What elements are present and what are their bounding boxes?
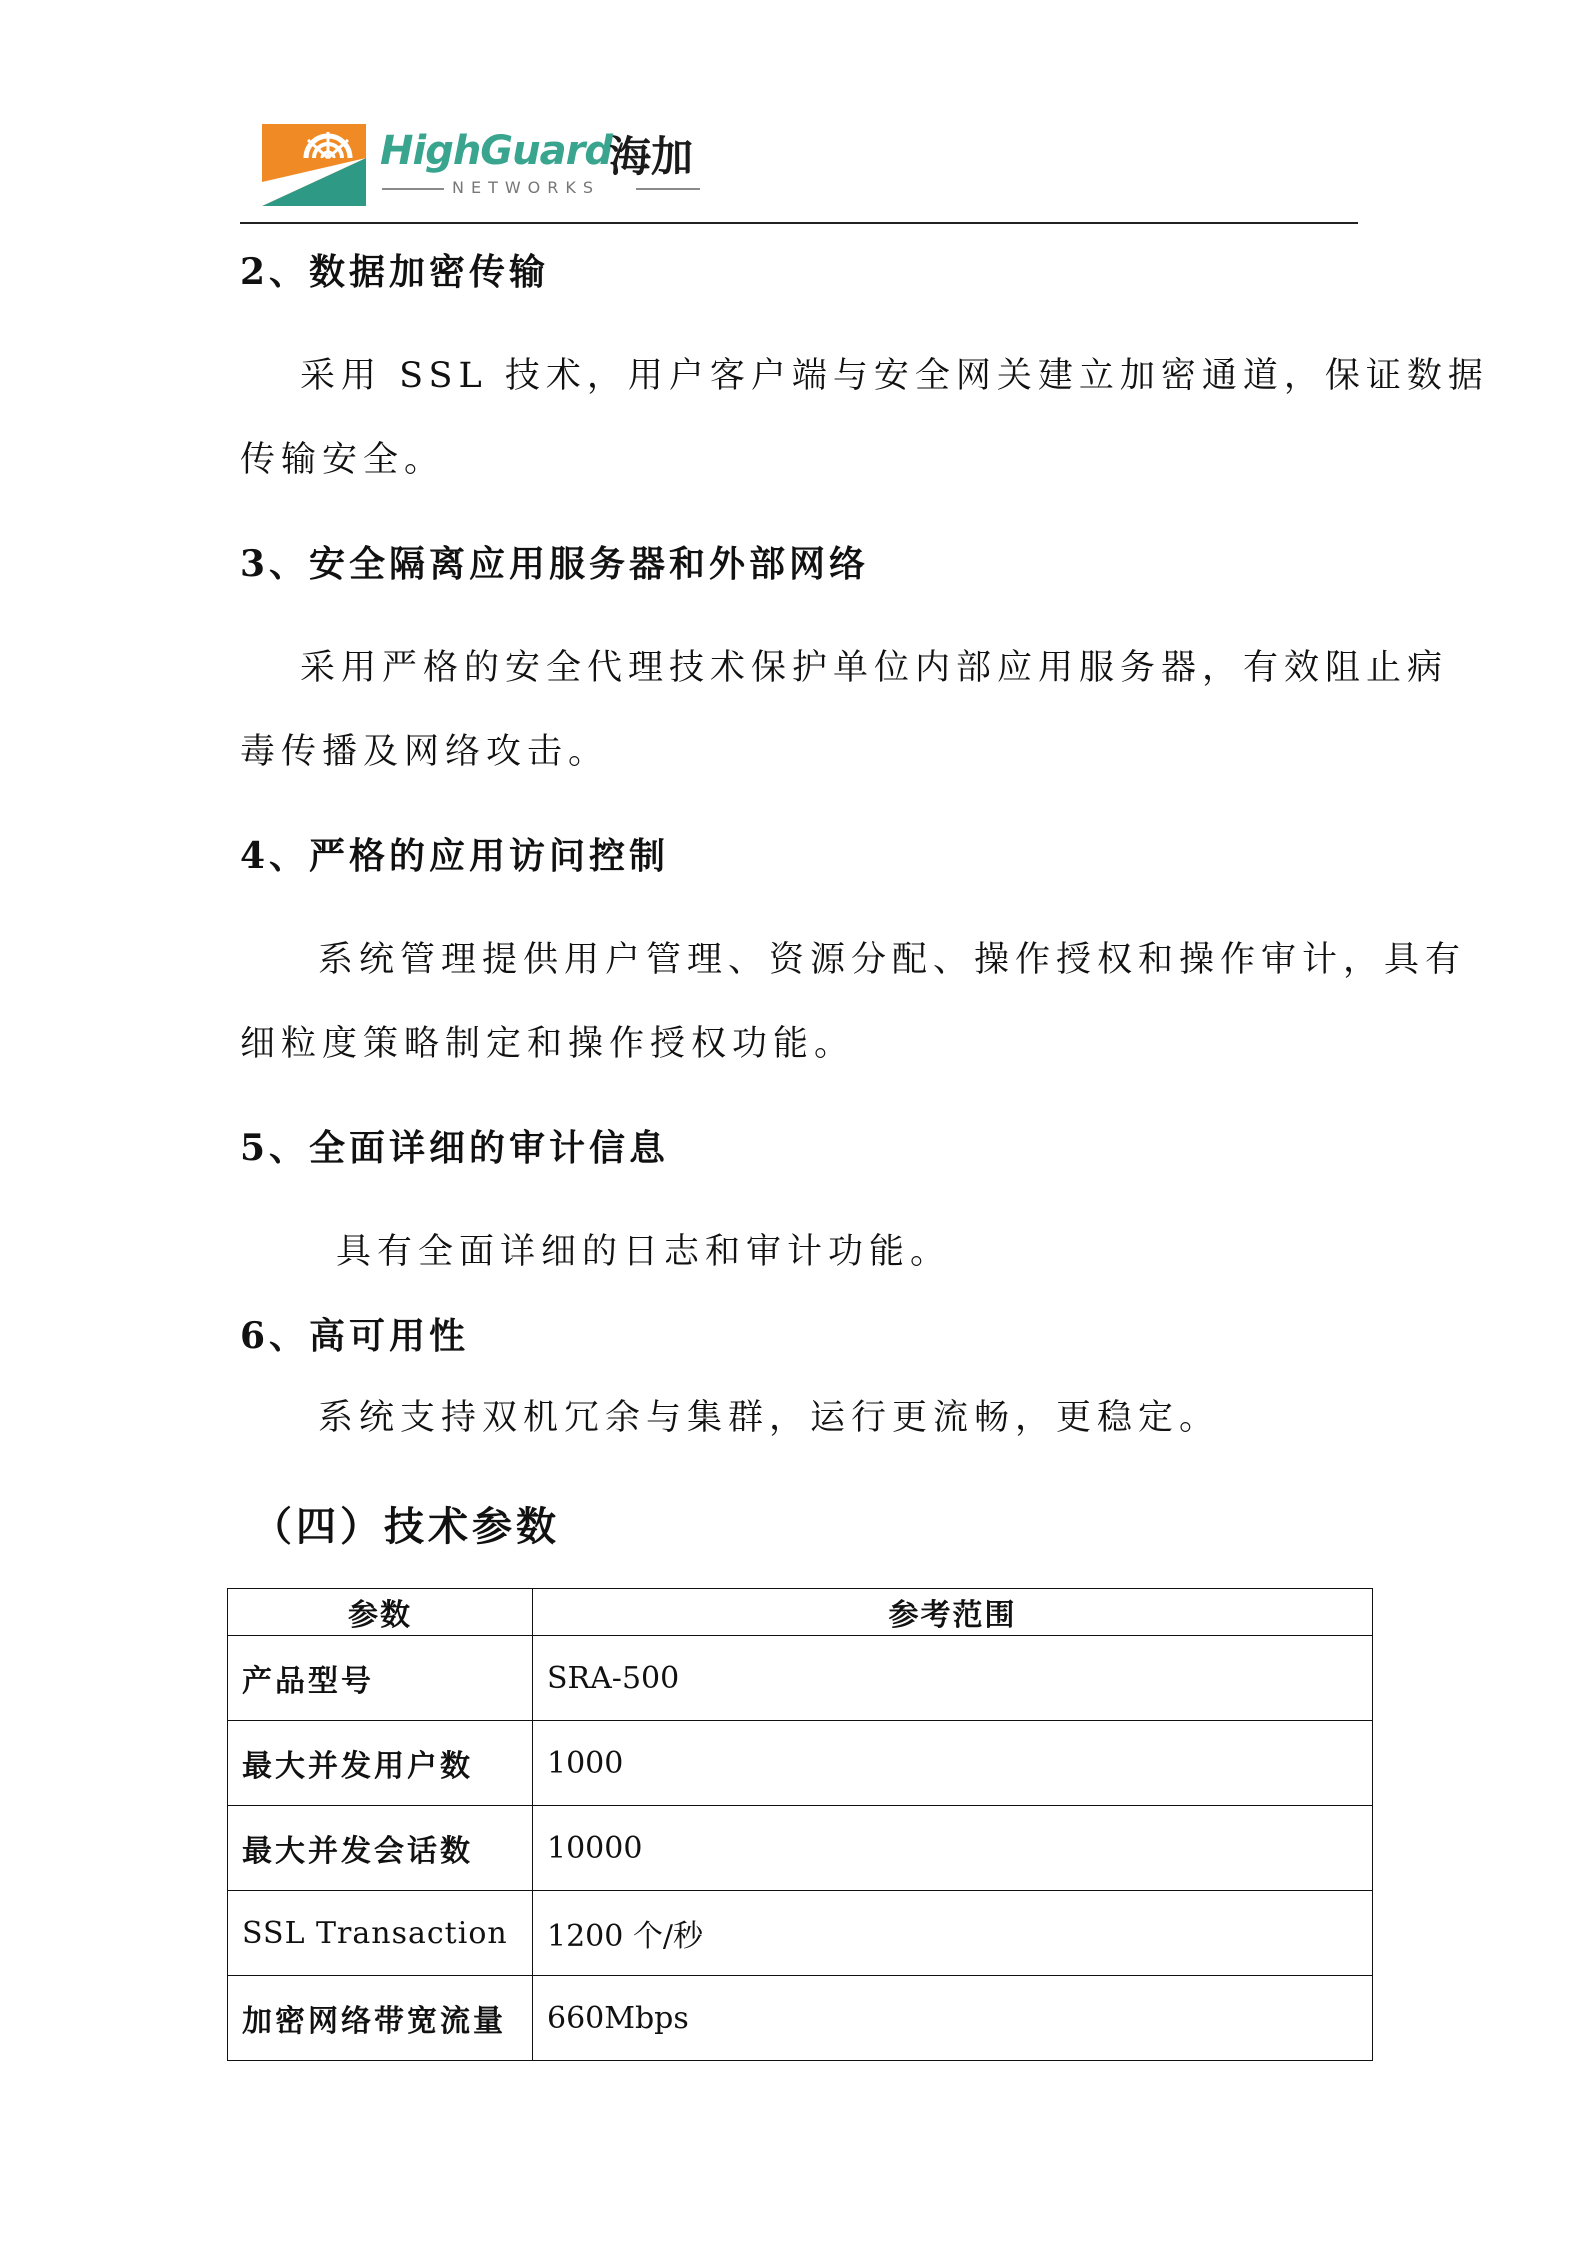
table-row <box>228 1636 1373 1721</box>
divider <box>636 188 700 190</box>
section-heading: 4、严格的应用访问控制 <box>240 835 670 877</box>
section-heading: 3、安全隔离应用服务器和外部网络 <box>240 543 870 585</box>
tech-params-title: （四）技术参数 <box>252 1503 560 1550</box>
page-header <box>262 118 722 210</box>
brand-subtitle <box>382 178 700 200</box>
paragraph-line: 毒传播及网络攻击。 <box>240 732 610 772</box>
param-name: 加密网络带宽流量 <box>228 1976 533 2061</box>
param-value: 1200 个/秒 <box>533 1891 1373 1976</box>
param-name: 最大并发会话数 <box>228 1806 533 1891</box>
param-value: 1000 <box>533 1721 1373 1806</box>
table-row <box>228 1806 1373 1891</box>
section-heading: 5、全面详细的审计信息 <box>240 1127 670 1169</box>
param-value: 10000 <box>533 1806 1373 1891</box>
brand-subtitle-text: NETWORKS <box>452 178 601 197</box>
table-row <box>228 1721 1373 1806</box>
param-value: 660Mbps <box>533 1976 1373 2061</box>
table-header-row <box>228 1589 1373 1636</box>
param-value: SRA-500 <box>533 1636 1373 1721</box>
paragraph-line: 采用 SSL 技术，用户客户端与安全网关建立加密通道，保证数据 <box>300 356 1489 396</box>
column-header: 参考范围 <box>533 1589 1373 1636</box>
param-name: SSL Transaction <box>228 1891 533 1976</box>
brand-name-cn: 海加 <box>609 132 694 181</box>
param-name: 最大并发用户数 <box>228 1721 533 1806</box>
paragraph-line: 采用严格的安全代理技术保护单位内部应用服务器，有效阻止病 <box>300 648 1449 688</box>
section-heading: 2、数据加密传输 <box>240 251 550 293</box>
paragraph-line: 系统支持双机冗余与集群，运行更流畅，更稳定。 <box>318 1398 1221 1438</box>
table-row <box>228 1976 1373 2061</box>
divider <box>382 188 444 190</box>
tech-params-table <box>227 1588 1373 2061</box>
highguard-logo-icon <box>262 124 366 206</box>
paragraph-line: 具有全面详细的日志和审计功能。 <box>336 1232 952 1272</box>
paragraph-line: 传输安全。 <box>240 440 446 480</box>
param-name: 产品型号 <box>228 1636 533 1721</box>
header-rule <box>240 222 1358 224</box>
paragraph-line: 细粒度策略制定和操作授权功能。 <box>240 1024 856 1064</box>
column-header: 参数 <box>228 1589 533 1636</box>
brand-name: HighGuard <box>380 128 612 174</box>
section-heading: 6、高可用性 <box>240 1315 470 1357</box>
paragraph-line: 系统管理提供用户管理、资源分配、操作授权和操作审计，具有 <box>318 940 1467 980</box>
table-row <box>228 1891 1373 1976</box>
